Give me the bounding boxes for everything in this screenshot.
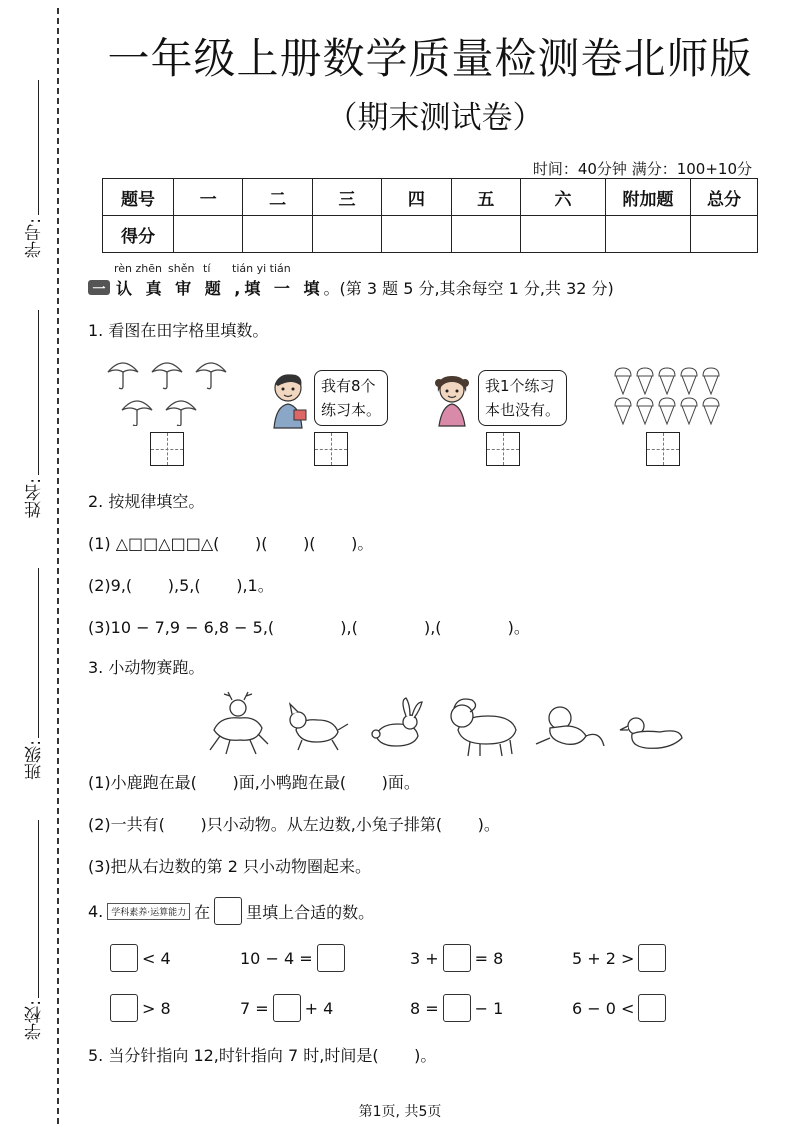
page-subtitle: （期末测试卷） <box>326 100 544 136</box>
section-1-heading <box>88 276 614 299</box>
tianzi-grid-box[interactable] <box>486 432 520 466</box>
expr-before: 3 + <box>410 948 439 968</box>
question-3-item: (2)一共有( )只小动物。从左边数,小兔子排第( )。 <box>88 815 500 834</box>
question-2-item: (2)9,( ),5,( ),1。 <box>88 576 274 595</box>
score-input-cell[interactable] <box>382 216 451 253</box>
ice-creams-illustration <box>612 366 728 426</box>
section-note: 。(第 3 题 5 分,其余每空 1 分,共 32 分) <box>323 279 614 298</box>
ice-cream-icon <box>703 398 719 424</box>
ice-cream-icon <box>703 368 719 394</box>
expr-after: − 1 <box>474 998 504 1018</box>
bubble-line: 练习本。 <box>321 401 382 419</box>
girl-speech-bubble <box>478 370 567 426</box>
q4-expression <box>106 994 171 1022</box>
question-1-text: 1. 看图在田字格里填数。 <box>88 321 269 340</box>
tianzi-grid-box[interactable] <box>150 432 184 466</box>
umbrellas-illustration <box>104 354 234 426</box>
ice-cream-icon <box>615 398 631 424</box>
ice-cream-icon <box>659 398 675 424</box>
score-header-cell: 题号 <box>103 179 174 216</box>
expr-after: = 8 <box>474 948 504 968</box>
class-line[interactable] <box>38 568 39 738</box>
score-input-cell[interactable] <box>521 216 606 253</box>
pinyin-renzhen: rèn zhēn <box>114 262 163 275</box>
score-header-cell: 四 <box>382 179 451 216</box>
pinyin-tianyitian: tián yi tián <box>232 262 291 275</box>
duck-icon <box>620 718 682 748</box>
answer-box[interactable] <box>638 944 666 972</box>
expr-after: + 4 <box>304 998 334 1018</box>
question-3-text: 3. 小动物赛跑。 <box>88 658 205 677</box>
ice-cream-icon <box>637 368 653 394</box>
score-header-cell: 一 <box>174 179 243 216</box>
student-id-label: 学号: <box>25 218 45 258</box>
page-title: 一年级上册数学质量检测卷北师版 <box>107 34 753 83</box>
umbrella-icon <box>166 401 196 426</box>
class-label: 班级: <box>25 740 45 780</box>
answer-box[interactable] <box>110 994 138 1022</box>
score-input-cell[interactable] <box>243 216 312 253</box>
question-4-text-b: 里填上合适的数。 <box>246 902 375 922</box>
score-input-cell[interactable] <box>691 216 758 253</box>
school-line[interactable] <box>38 820 39 998</box>
ice-cream-icon <box>637 398 653 424</box>
deer-icon <box>210 692 268 754</box>
pinyin-shen: shěn <box>168 262 195 275</box>
tianzi-grid-box[interactable] <box>314 432 348 466</box>
answer-box[interactable] <box>317 944 345 972</box>
expr-after: < 4 <box>142 948 171 968</box>
rabbit-icon <box>372 698 422 746</box>
pinyin-ti: tí <box>203 262 211 275</box>
name-label: 姓名: <box>25 478 45 518</box>
ice-cream-icon <box>615 368 631 394</box>
competency-tag: 学科素养·运算能力 <box>107 903 190 920</box>
boy-speech-bubble <box>314 370 388 426</box>
q4-expression <box>240 994 333 1022</box>
score-header-cell: 二 <box>243 179 312 216</box>
umbrella-icon <box>122 401 152 426</box>
answer-box[interactable] <box>443 994 471 1022</box>
q4-expression <box>240 944 349 972</box>
question-3-item: (3)把从右边数的第 2 只小动物圈起来。 <box>88 857 372 876</box>
score-header-cell: 附加题 <box>606 179 691 216</box>
question-2-item: (3)10 − 7,9 − 6,8 − 5,( ),( ),( )。 <box>88 618 530 637</box>
answer-box[interactable] <box>110 944 138 972</box>
score-input-cell[interactable] <box>174 216 243 253</box>
q4-expression <box>572 994 670 1022</box>
score-header-cell: 六 <box>521 179 606 216</box>
boy-icon <box>266 372 312 430</box>
name-line[interactable] <box>38 310 39 475</box>
time-info: 时间：40分钟 满分：100+10分 <box>532 160 752 178</box>
monkey-icon <box>536 707 604 746</box>
ice-cream-icon <box>681 368 697 394</box>
score-header-cell: 三 <box>312 179 381 216</box>
expr-before: 8 = <box>410 998 439 1018</box>
answer-box[interactable] <box>443 944 471 972</box>
q4-expression <box>106 944 171 972</box>
tianzi-grid-box[interactable] <box>646 432 680 466</box>
dog-icon <box>290 704 348 750</box>
expr-before: 10 − 4 = <box>240 948 313 968</box>
school-label: 学校: <box>25 1000 45 1040</box>
question-2-item: (1) △□□△□□△( )( )( )。 <box>88 534 374 553</box>
bubble-line: 我1个练习 <box>485 377 555 395</box>
q4-expression <box>410 994 503 1022</box>
q4-expression <box>572 944 670 972</box>
answer-box-sample <box>214 897 242 925</box>
girl-icon <box>430 374 476 428</box>
question-3-item: (1)小鹿跑在最( )面,小鸭跑在最( )面。 <box>88 773 420 792</box>
question-4-text <box>88 897 374 925</box>
score-row-label: 得分 <box>103 216 174 253</box>
score-table-header-row <box>103 179 758 216</box>
question-4-text-a: 在 <box>194 902 211 922</box>
ice-cream-icon <box>681 398 697 424</box>
score-input-cell[interactable] <box>312 216 381 253</box>
bubble-line: 本也没有。 <box>485 401 561 419</box>
page-footer: 第1页, 共5页 <box>358 1104 442 1120</box>
umbrella-icon <box>152 363 182 389</box>
ice-cream-icon <box>659 368 675 394</box>
expr-after: > 8 <box>142 998 171 1018</box>
umbrella-icon <box>196 363 226 389</box>
score-input-cell[interactable] <box>606 216 691 253</box>
student-id-line[interactable] <box>38 80 39 215</box>
question-4-number: 4. <box>88 901 104 921</box>
umbrella-icon <box>108 363 138 389</box>
goat-icon <box>451 699 516 756</box>
score-input-cell[interactable] <box>451 216 520 253</box>
expr-before: 5 + 2 > <box>572 948 635 968</box>
question-2-text: 2. 按规律填空。 <box>88 492 205 511</box>
question-5-text: 5. 当分针指向 12,时针指向 7 时,时间是( )。 <box>88 1046 437 1065</box>
score-header-cell: 总分 <box>691 179 758 216</box>
animals-race-illustration <box>200 690 690 760</box>
binding-dashed-line <box>57 8 59 1124</box>
bubble-line: 我有8个 <box>321 377 376 395</box>
score-header-cell: 五 <box>451 179 520 216</box>
score-table <box>102 178 758 253</box>
q4-expression <box>410 944 503 972</box>
section-title: 认 真 审 题 ,填 一 填 <box>116 279 324 298</box>
score-table-score-row <box>103 216 758 253</box>
answer-box[interactable] <box>273 994 301 1022</box>
expr-before: 7 = <box>240 998 269 1018</box>
answer-box[interactable] <box>638 994 666 1022</box>
section-number-badge: 一 <box>88 280 110 295</box>
expr-before: 6 − 0 < <box>572 998 635 1018</box>
